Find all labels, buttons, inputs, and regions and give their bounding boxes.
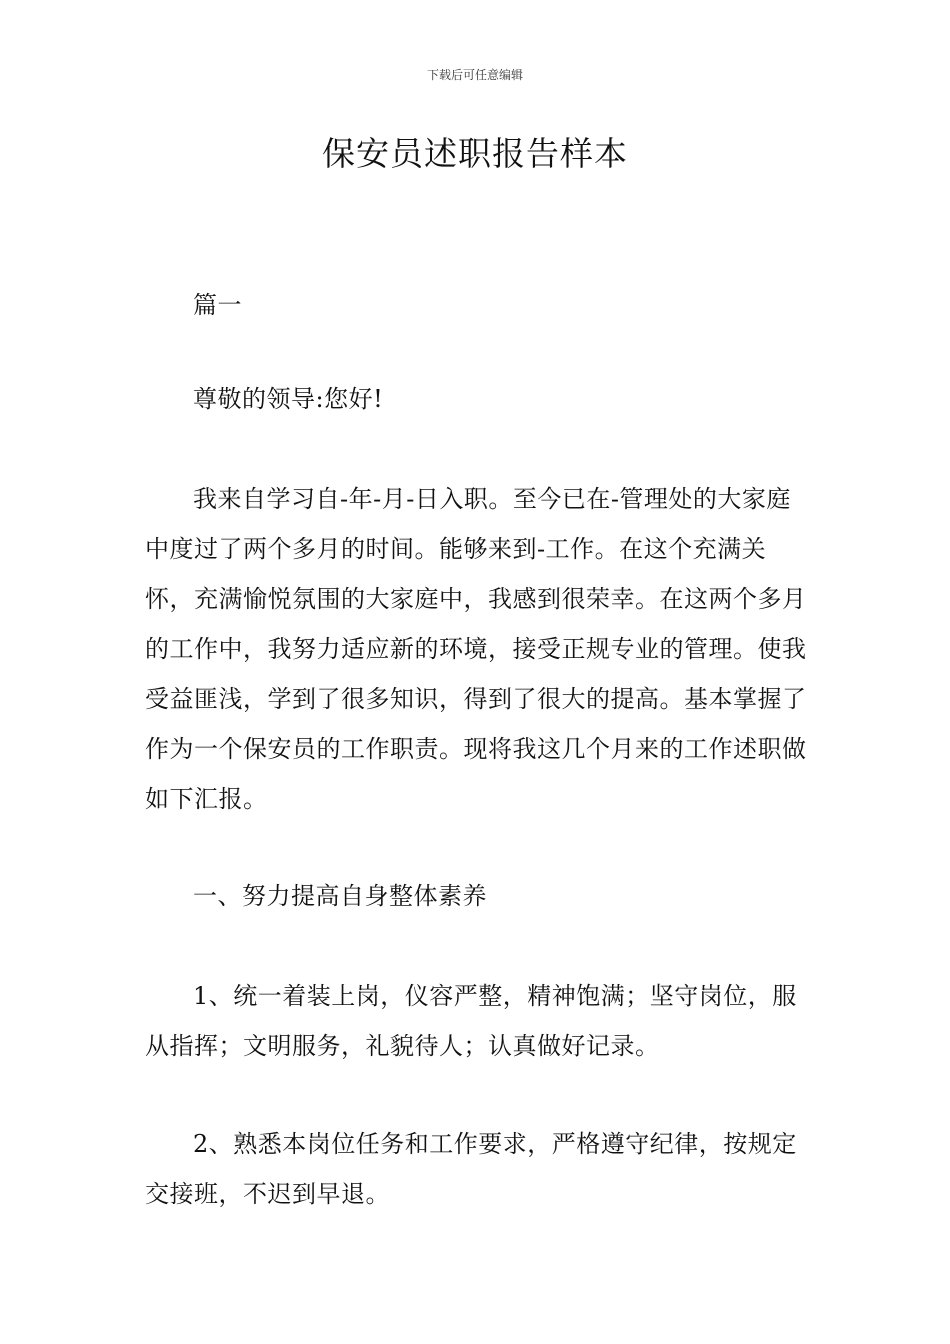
list-item: 1、统一着装上岗，仪容严整，精神饱满；坚守岗位，服从指挥；文明服务，礼貌待人；认真做好记录。 bbox=[145, 982, 797, 1060]
page-header-note: 下载后可任意编辑 bbox=[426, 68, 523, 82]
section-label: 篇一 bbox=[193, 291, 242, 319]
list-item: 2、熟悉本岗位任务和工作要求，严格遵守纪律，按规定交接班，不迟到早退。 bbox=[145, 1130, 797, 1208]
section-heading: 一、努力提高自身整体素养 bbox=[193, 882, 487, 910]
greeting-paragraph: 尊敬的领导:您好! bbox=[193, 385, 384, 413]
document-title: 保安员述职报告样本 bbox=[322, 134, 628, 173]
intro-paragraph: 我来自学习自-年-月-日入职。至今已在-管理处的大家庭中度过了两个多月的时间。能够来到-工作。在这个充满关怀，充满愉悦氛围的大家庭中，我感到很荣幸。在这两个多月的工作中，我努力适应新的环境，接受正规专业的管理。使我受益匪浅，学到了很多知识，得到了很大的提高。基本掌握了作为一个保安员的工作职责。现将我这几个月来的工作述职做如下汇报。 bbox=[145, 485, 807, 813]
